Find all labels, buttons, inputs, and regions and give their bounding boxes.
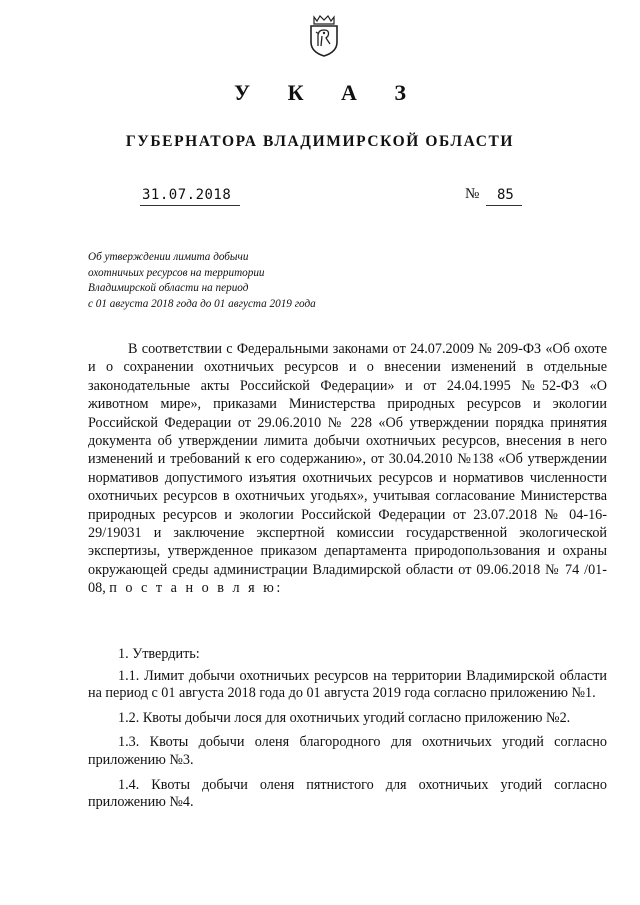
preamble-paragraph (88, 340, 607, 598)
list-item: 1.1. Лимит добычи охотничьих ресурсов на территории Владимирской области на период с 01 августа 2018 года до 01 августа 2019 года согласно приложению №1. (88, 667, 607, 702)
topic-line: охотничьих ресурсов на территории (88, 266, 265, 279)
list-item: 1.3. Квоты добычи оленя благородного для охотничьих угодий согласно приложению №3. (88, 734, 607, 768)
coat-of-arms-icon (306, 14, 342, 58)
document-topic (88, 250, 316, 312)
list-item: 1.4. Квоты добычи оленя пятнистого для охотничьих угодий согласно приложению №4. (88, 776, 607, 811)
number-label: № (465, 186, 480, 202)
document-number: 85 (497, 187, 514, 203)
preamble-text: В соответствии с Федеральными законами от 24.07.2009 № 209-ФЗ «Об охоте и о сохранении охотничьих ресурсов и о внесении изменений в отдельные законодательные акты Российской Федерации» и от 24.04.1995 №52-ФЗ «О животном мире», приказами Министерства природных ресурсов и экологии Российской Федерации от 29.06.2010 № 228 «Об утверждении порядка принятия документа об утверждении лимита добычи охотничьих ресурсов, внесения в него изменений и требований к его содержанию», от 30.04.2010 №138 «Об утверждении нормативов допустимого изъятия охотничьих ресурсов и нормативов численности охотничьих ресурсов в охотничьих угодьях», учитывая согласование Министерства природных ресурсов и экологии Российской Федерации от 23.07.2018 № 04-16-29/19031 и заключение экспертной комиссии государственной экологической экспертизы, утвержденное приказом департамента природопользования и охраны окружающей среды администрации Владимирской области от 09.06.2018 № 74 /01-08, (88, 341, 607, 597)
topic-line: Об утверждении лимита добычи (88, 251, 249, 263)
topic-line: с 01 августа 2018 года до 01 августа 2019 года (88, 297, 316, 310)
topic-line: Владимирской области на период (88, 282, 249, 294)
decree-word: п о с т а н о в л я ю: (109, 580, 283, 597)
document-title: У К А З (233, 80, 423, 105)
date-underline (140, 205, 240, 206)
issuer-title: ГУБЕРНАТОРА ВЛАДИМИРСКОЙ ОБЛАСТИ (125, 133, 515, 150)
document-date: 31.07.2018 (142, 187, 232, 203)
list-item: 1. Утвердить: (118, 646, 200, 662)
number-underline (486, 205, 522, 206)
decree-items (88, 646, 607, 819)
list-item: 1.2. Квоты добычи лося для охотничьих угодий согласно приложению №2. (118, 709, 571, 726)
preamble-section (88, 340, 607, 598)
